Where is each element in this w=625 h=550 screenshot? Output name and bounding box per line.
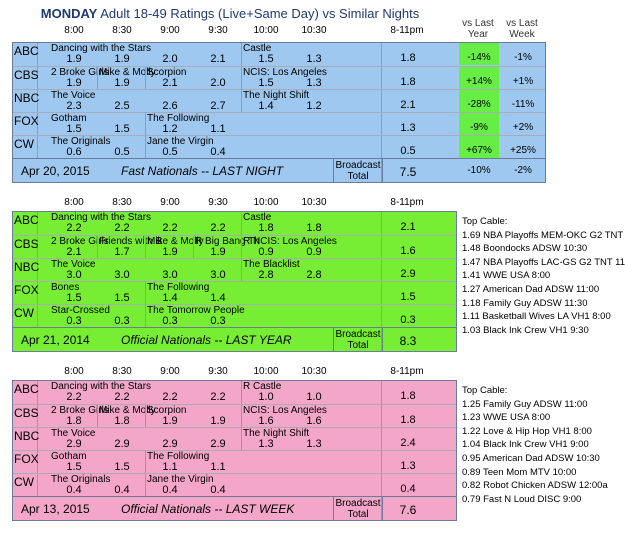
rating-value: 2.2 [66, 222, 82, 234]
vs-last-year-line1: vs Last [462, 18, 494, 29]
rating-value: 1.4 [162, 292, 178, 304]
vs-last-year-header [456, 18, 500, 40]
top-cable-item: 1.69 NBA Playoffs MEM-OKC G2 TNT [462, 229, 624, 241]
panel-footer [13, 327, 456, 351]
network-label: ABC [14, 213, 39, 227]
top-cable-item: 1.03 Black Ink Crew VH1 9:30 [462, 324, 589, 336]
show-divider [145, 451, 146, 473]
show-divider [145, 136, 146, 158]
time-header: 10:30 [301, 25, 327, 36]
rating-value: 2.7 [210, 100, 226, 112]
rating-value: 1.1 [210, 461, 226, 473]
rating-value: 3.0 [66, 269, 82, 281]
broadcast-total-value: 7.6 [399, 503, 417, 517]
network-row [13, 135, 545, 158]
vs-year-value: -14% [459, 43, 499, 65]
broadcast-total-value: 8.3 [399, 334, 417, 348]
show-name: R Castle [243, 381, 282, 392]
network-label: NBC [14, 429, 40, 443]
network-row [13, 450, 456, 473]
network-row [13, 381, 456, 404]
show-divider [97, 236, 98, 258]
rating-value: 1.9 [210, 246, 226, 258]
panel-footer [13, 496, 456, 520]
show-name: Castle [243, 43, 272, 54]
top-cable-item: 1.41 WWE USA 8:00 [462, 270, 551, 282]
rating-value: 0.4 [114, 484, 130, 496]
network-row [13, 89, 545, 112]
show-name: 2 Broke Girls [51, 67, 109, 78]
network-label: FOX [14, 283, 39, 297]
chart-title [0, 6, 460, 21]
network-label: NBC [14, 91, 40, 105]
network-row [13, 473, 456, 496]
top-cable-item: 1.25 Family Guy ADSW 11:00 [462, 398, 588, 410]
show-divider [145, 405, 146, 427]
rating-value: 2.3 [66, 100, 82, 112]
show-divider [97, 67, 98, 89]
network-row [13, 43, 545, 66]
rating-value: 1.8 [306, 222, 322, 234]
footer-date: Apr 20, 2015 [21, 164, 90, 178]
rating-value: 0.4 [162, 484, 178, 496]
top-cable-title: Top Cable: [462, 216, 508, 227]
rating-value: 1.5 [114, 123, 130, 135]
vs-year-value: -9% [459, 113, 499, 135]
rating-value: 0.9 [306, 246, 322, 258]
top-cable-item: 1.47 NBA Playoffs LAC-GS G2 TNT 11 [462, 256, 625, 268]
total-value: 0.3 [400, 314, 416, 326]
rating-value: 1.8 [66, 415, 82, 427]
time-header: 8:00 [64, 366, 84, 377]
rating-value: 0.4 [210, 146, 226, 158]
total-value: 0.5 [400, 145, 416, 157]
show-name: The Originals [51, 474, 111, 485]
footer-date: Apr 13, 2015 [21, 502, 90, 516]
rating-value: 1.2 [162, 123, 178, 135]
rating-value: 1.8 [114, 415, 130, 427]
show-name: Jane the Virgin [147, 474, 214, 485]
network-label: CBS [14, 406, 39, 420]
show-divider [145, 305, 146, 327]
broadcast-label-box [333, 328, 383, 352]
rating-value: 1.8 [258, 222, 274, 234]
show-name: Mike & Molly [147, 236, 204, 247]
total-value: 1.3 [400, 122, 416, 134]
rating-value: 3.0 [210, 269, 226, 281]
show-name: R NCIS: Los Angeles [243, 236, 337, 247]
panel-footer [13, 158, 545, 182]
time-header: 10:00 [253, 25, 279, 36]
network-label: CBS [14, 237, 39, 251]
show-divider [241, 405, 242, 427]
top-cable-item: 1.27 American Dad ADSW 11:00 [462, 284, 600, 295]
footer-label: Official Nationals -- LAST YEAR [121, 333, 292, 347]
rating-value: 1.1 [210, 123, 226, 135]
vs-week-value: +25% [510, 145, 536, 156]
broadcast-vs-week: -2% [514, 165, 532, 176]
time-header: 10:00 [253, 366, 279, 377]
network-row [13, 427, 456, 450]
total-value: 1.8 [400, 414, 416, 426]
rating-value: 0.3 [162, 315, 178, 327]
rating-value: 1.0 [306, 391, 322, 403]
network-row [13, 258, 456, 281]
rating-value: 2.8 [258, 269, 274, 281]
rating-value: 2.2 [114, 222, 130, 234]
top-cable-title: Top Cable: [462, 385, 508, 396]
time-header: 8:30 [112, 25, 132, 36]
footer-label: Fast Nationals -- LAST NIGHT [121, 164, 284, 178]
show-divider [145, 474, 146, 496]
show-name: Star-Crossed [51, 305, 110, 316]
time-header: 8:00 [64, 197, 84, 208]
time-header: 8:30 [112, 366, 132, 377]
show-name: The Following [147, 113, 210, 124]
show-divider [241, 428, 242, 450]
rating-value: 2.9 [66, 438, 82, 450]
total-value: 2.1 [400, 221, 416, 233]
show-name: The Night Shift [243, 90, 310, 101]
vs-year-value: +14% [459, 67, 499, 89]
rating-value: 1.4 [210, 292, 226, 304]
show-name: The Following [147, 451, 210, 462]
rating-value: 1.5 [114, 461, 130, 473]
rating-value: 0.5 [162, 146, 178, 158]
rating-value: 1.0 [258, 391, 274, 403]
rating-value: 1.5 [66, 461, 82, 473]
rating-value: 1.5 [258, 53, 274, 65]
title-day: MONDAY [40, 6, 98, 21]
time-header: 10:30 [301, 197, 327, 208]
network-label: CW [14, 306, 34, 320]
rating-value: 0.9 [258, 246, 274, 258]
show-name: Bones [51, 282, 80, 293]
network-row [13, 404, 456, 427]
rating-value: 1.9 [66, 53, 82, 65]
show-divider [241, 67, 242, 89]
rating-value: 1.5 [258, 77, 274, 89]
network-row [13, 66, 545, 89]
show-name: Jane the Virgin [147, 136, 214, 147]
show-name: The Originals [51, 136, 111, 147]
footer-label: Official Nationals -- LAST WEEK [121, 502, 295, 516]
broadcast-label-line1: Broadcast [335, 329, 381, 340]
show-divider [145, 282, 146, 304]
rating-value: 2.2 [210, 391, 226, 403]
vs-last-week-line1: vs Last [506, 18, 538, 29]
rating-value: 2.2 [114, 391, 130, 403]
show-divider [241, 90, 242, 112]
total-value: 2.1 [400, 99, 416, 111]
show-name: 2 Broke Girls [51, 236, 109, 247]
rating-value: 0.3 [66, 315, 82, 327]
total-value: 1.8 [400, 52, 416, 64]
network-row [13, 304, 456, 327]
title-text: Adult 18-49 Ratings (Live+Same Day) vs Similar Nights [100, 6, 420, 21]
show-name: The Voice [51, 259, 96, 270]
rating-value: 1.9 [210, 415, 226, 427]
show-name: Castle [243, 212, 272, 223]
footer-date: Apr 21, 2014 [21, 333, 90, 347]
time-header: 8-11pm [390, 197, 424, 208]
show-divider [193, 236, 194, 258]
rating-value: 2.9 [114, 438, 130, 450]
show-divider [145, 236, 146, 258]
rating-value: 2.1 [210, 53, 226, 65]
rating-value: 0.5 [114, 146, 130, 158]
rating-value: 2.1 [66, 246, 82, 258]
ratings-panel [12, 380, 457, 521]
show-name: Dancing with the Stars [51, 43, 152, 54]
rating-value: 1.3 [306, 77, 322, 89]
rating-value: 1.2 [306, 100, 322, 112]
top-cable-item: 1.18 Family Guy ADSW 11:30 [462, 297, 588, 309]
time-header: 8-11pm [390, 366, 424, 377]
time-header: 10:00 [253, 197, 279, 208]
rating-value: 0.4 [66, 484, 82, 496]
show-name: Friends with B [99, 236, 163, 247]
rating-value: 1.9 [162, 246, 178, 258]
show-name: Scorpion [147, 67, 187, 78]
rating-value: 2.1 [162, 77, 178, 89]
rating-value: 2.2 [66, 391, 82, 403]
top-cable-item: 1.22 Love & Hip Hop VH1 8:00 [462, 425, 592, 437]
total-value: 1.8 [400, 390, 416, 402]
rating-value: 1.6 [258, 415, 274, 427]
show-name: The Blacklist [243, 259, 300, 270]
total-value: 1.3 [400, 460, 416, 472]
network-label: CBS [14, 68, 39, 82]
show-name: R Big Bang Th [195, 236, 260, 247]
rating-value: 2.6 [162, 100, 178, 112]
ratings-panel [12, 211, 457, 352]
time-header: 8:30 [112, 197, 132, 208]
time-header: 9:00 [160, 197, 180, 208]
top-cable-item: 1.23 WWE USA 8:00 [462, 412, 551, 424]
broadcast-label-line1: Broadcast [335, 498, 381, 509]
rating-value: 2.8 [306, 269, 322, 281]
show-name: Scorpion [147, 405, 187, 416]
top-cable-item: 1.48 Boondocks ADSW 10:30 [462, 243, 588, 255]
time-header: 9:30 [208, 366, 228, 377]
network-label: ABC [14, 382, 39, 396]
rating-value: 2.9 [210, 438, 226, 450]
vs-last-week-header [500, 18, 544, 40]
rating-value: 1.3 [306, 53, 322, 65]
broadcast-label-box [333, 159, 383, 183]
show-name: Gotham [51, 113, 87, 124]
broadcast-label-line2: Total [347, 340, 369, 351]
vs-last-week-line2: Week [509, 29, 535, 40]
network-row [13, 235, 456, 258]
show-divider [145, 67, 146, 89]
vs-year-value: -28% [459, 90, 499, 112]
top-cable-item: 1.04 Black Ink Crew VH1 9:00 [462, 439, 589, 451]
show-divider [241, 381, 242, 404]
network-label: NBC [14, 260, 40, 274]
show-divider [241, 212, 242, 235]
rating-value: 1.9 [162, 415, 178, 427]
rating-value: 1.5 [66, 292, 82, 304]
rating-value: 1.9 [114, 77, 130, 89]
rating-value: 1.1 [162, 461, 178, 473]
total-value: 1.5 [400, 291, 416, 303]
rating-value: 2.9 [162, 438, 178, 450]
rating-value: 1.3 [258, 438, 274, 450]
show-name: Dancing with the Stars [51, 212, 152, 223]
network-row [13, 212, 456, 235]
vs-last-year-line2: Year [467, 29, 489, 40]
top-cable-item: 0.79 Fast N Loud DISC 9:00 [462, 493, 582, 505]
show-divider [241, 236, 242, 258]
show-divider [97, 405, 98, 427]
time-header: 8:00 [64, 25, 84, 36]
network-label: FOX [14, 452, 39, 466]
show-divider [241, 259, 242, 281]
rating-value: 2.5 [114, 100, 130, 112]
rating-value: 1.3 [306, 438, 322, 450]
time-header: 10:30 [301, 366, 327, 377]
top-cable-item: 0.82 Robot Chicken ADSW 12:00a [462, 480, 608, 492]
vs-week-value: -1% [514, 52, 532, 63]
ratings-panel [12, 42, 546, 183]
time-header: 8-11pm [390, 25, 424, 36]
total-value: 2.9 [400, 268, 416, 280]
rating-value: 2.2 [210, 222, 226, 234]
show-name: The Night Shift [243, 428, 310, 439]
show-name: Mike & Molly [99, 405, 156, 416]
rating-value: 0.4 [210, 484, 226, 496]
total-value: 0.4 [400, 483, 416, 495]
broadcast-label-line2: Total [347, 171, 369, 182]
rating-value: 2.2 [162, 222, 178, 234]
show-name: Dancing with the Stars [51, 381, 152, 392]
show-name: The Following [147, 282, 210, 293]
time-header: 9:00 [160, 366, 180, 377]
total-value: 2.4 [400, 437, 416, 449]
rating-value: 1.7 [114, 246, 130, 258]
rating-value: 0.3 [114, 315, 130, 327]
total-value: 1.8 [400, 76, 416, 88]
network-label: FOX [14, 114, 39, 128]
rating-value: 1.9 [114, 53, 130, 65]
broadcast-label-box [333, 497, 383, 521]
vs-week-value: +1% [512, 76, 534, 87]
rating-value: 2.0 [162, 53, 178, 65]
show-name: NCIS: Los Angeles [243, 405, 327, 416]
time-header: 9:30 [208, 197, 228, 208]
rating-value: 1.4 [258, 100, 274, 112]
rating-value: 0.6 [66, 146, 82, 158]
broadcast-total-value: 7.5 [399, 165, 417, 179]
rating-value: 3.0 [114, 269, 130, 281]
show-name: The Voice [51, 428, 96, 439]
vs-week-value: +2% [512, 122, 534, 133]
show-divider [145, 113, 146, 135]
rating-value: 3.0 [162, 269, 178, 281]
show-name: Mike & Molly [99, 67, 156, 78]
show-divider [241, 43, 242, 66]
broadcast-label-line2: Total [347, 509, 369, 520]
top-cable-item: 0.95 American Dad ADSW 10:30 [462, 453, 600, 464]
top-cable-item: 0.89 Teen Mom MTV 10:00 [462, 466, 577, 478]
network-label: CW [14, 475, 34, 489]
rating-value: 2.0 [210, 77, 226, 89]
vs-week-value: -11% [511, 99, 535, 110]
rating-value: 1.6 [306, 415, 322, 427]
show-name: Gotham [51, 451, 87, 462]
top-cable-item: 1.11 Basketball Wives LA VH1 8:00 [462, 311, 611, 323]
rating-value: 0.3 [210, 315, 226, 327]
time-header: 9:30 [208, 25, 228, 36]
network-row [13, 281, 456, 304]
network-label: CW [14, 137, 34, 151]
broadcast-label-line1: Broadcast [335, 160, 381, 171]
show-name: NCIS: Los Angeles [243, 67, 327, 78]
broadcast-vs-year: -10% [467, 165, 491, 176]
network-row [13, 112, 545, 135]
rating-value: 1.9 [66, 77, 82, 89]
total-value: 1.6 [400, 245, 416, 257]
show-name: The Tomorrow People [147, 305, 245, 316]
rating-value: 1.5 [66, 123, 82, 135]
show-name: The Voice [51, 90, 96, 101]
time-header: 9:00 [160, 25, 180, 36]
show-name: 2 Broke Girls [51, 405, 109, 416]
network-label: ABC [14, 44, 39, 58]
rating-value: 1.5 [114, 292, 130, 304]
rating-value: 2.2 [162, 391, 178, 403]
vs-year-value: +67% [459, 136, 499, 158]
